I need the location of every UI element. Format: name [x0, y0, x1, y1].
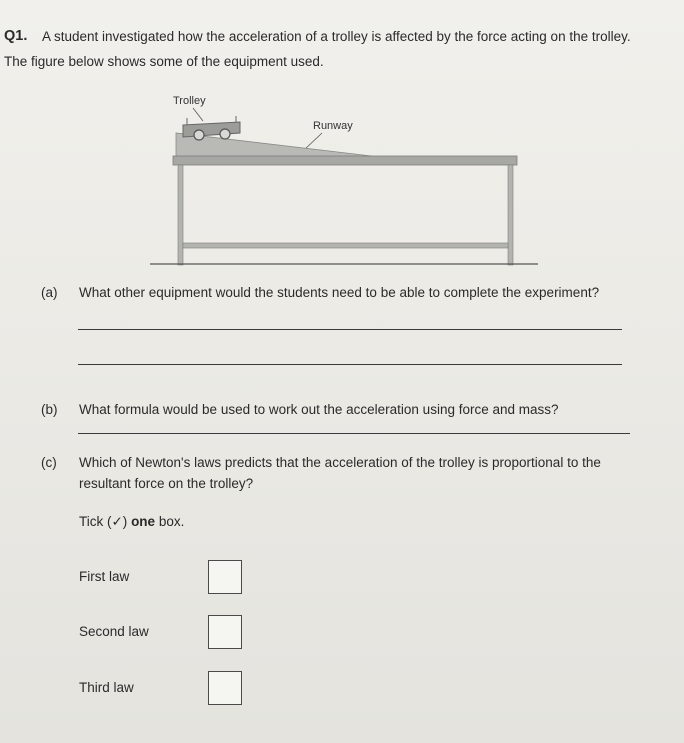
part-b-answer-line[interactable]	[78, 433, 630, 434]
part-c-label: (c)	[41, 455, 57, 470]
tick-instruction-prefix: Tick (✓)	[79, 514, 132, 529]
tick-instruction-suffix: box.	[155, 514, 185, 529]
question-intro-line2: The figure below shows some of the equipment used.	[4, 54, 324, 69]
equipment-figure	[0, 0, 684, 280]
runway-ramp	[176, 133, 380, 157]
part-c-question-line2: resultant force on the trolley?	[79, 476, 254, 491]
question-number: Q1.	[4, 28, 28, 44]
runway-leader-line	[304, 133, 322, 150]
bench-top	[173, 156, 517, 165]
option-second-law-label: Second law	[79, 624, 149, 639]
option-first-law-checkbox[interactable]	[208, 560, 242, 594]
trolley-icon	[183, 116, 240, 140]
part-a-label: (a)	[41, 285, 58, 300]
question-intro-line1: A student investigated how the acceleration of a trolley is affected by the force acting on the trolley.	[42, 29, 631, 44]
tick-instruction-emphasis: one	[131, 514, 156, 529]
part-b-label: (b)	[41, 402, 58, 417]
option-second-law-checkbox[interactable]	[208, 615, 242, 649]
trolley-leader-line	[193, 108, 203, 121]
part-c-question-line1: Which of Newton's laws predicts that the acceleration of the trolley is proportional to the	[79, 455, 601, 470]
trolley-label: Trolley	[173, 95, 206, 107]
bench-leg-right	[508, 165, 513, 265]
option-third-law-label: Third law	[79, 680, 134, 695]
option-third-law-checkbox[interactable]	[208, 671, 242, 705]
runway-label: Runway	[313, 120, 353, 132]
part-a-answer-line-2[interactable]	[78, 364, 622, 365]
part-b-question: What formula would be used to work out the acceleration using force and mass?	[79, 402, 559, 417]
part-a-answer-line-1[interactable]	[78, 329, 622, 330]
bench-rail	[183, 243, 508, 248]
bench-leg-left	[178, 165, 183, 265]
part-a-question: What other equipment would the students need to be able to complete the experiment?	[79, 285, 600, 300]
tick-instruction	[79, 514, 184, 530]
option-first-law-label: First law	[79, 569, 130, 584]
